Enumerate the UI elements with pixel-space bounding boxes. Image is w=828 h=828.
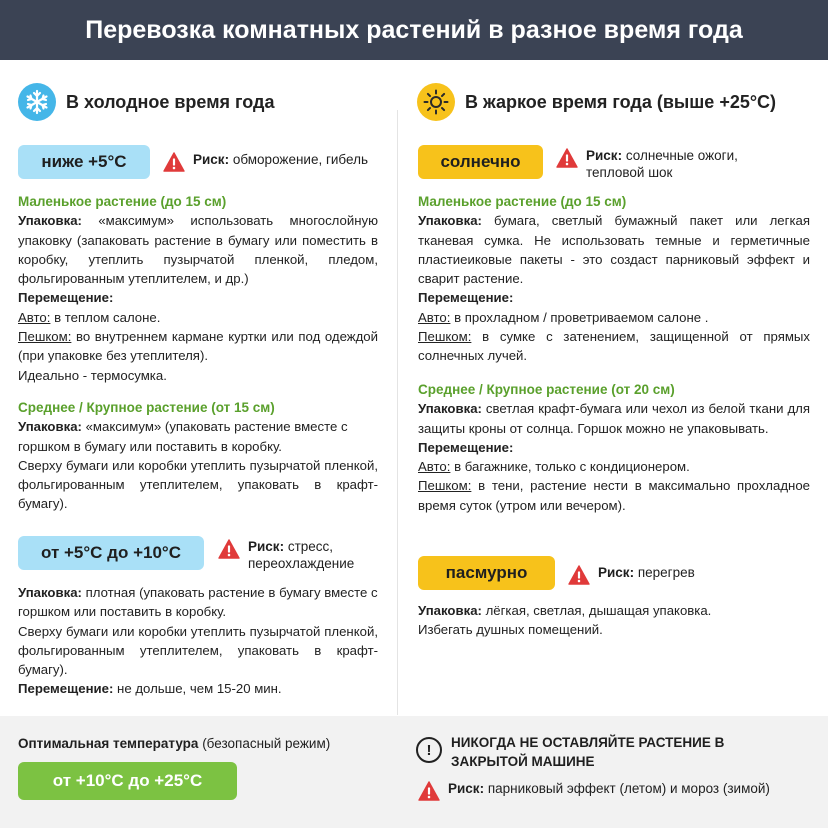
cold-5-to-10-badge: от +5°C до +10°C (18, 536, 204, 570)
cold-large-extra: Сверху бумаги или коробки утеплить пузырчатой пленкой, фольгированным утеплителем, упаковать в крафт-бумагу). (18, 457, 378, 512)
hot-small-foot: Пешком: в сумке с затенением, защищенной от прямых солнечных лучей. (418, 329, 810, 364)
cold-mild-packing: Упаковка: плотная (упаковать растение в бумагу вместе с горшком или поставить в коробку. (18, 585, 378, 620)
cold-large-plant-block (18, 398, 378, 514)
hot-large-move-label: Перемещение: (418, 439, 514, 455)
sunny-badge: солнечно (418, 145, 543, 179)
column-divider (397, 110, 398, 715)
hot-risk-2: Риск: перегрев (568, 564, 695, 585)
hot-section-heading (417, 83, 776, 121)
cold-below-5-badge: ниже +5°C (18, 145, 150, 179)
hot-small-heading: Маленькое растение (до 15 см) (418, 194, 627, 209)
hot-large-auto: Авто: в багажнике, только с кондиционером. (418, 459, 690, 475)
hot-small-auto: Авто: в прохладном / проветриваемом салоне . (418, 309, 709, 325)
cold-large-heading: Среднее / Крупное растение (от 15 см) (18, 400, 275, 415)
cold-risk-1: Риск: обморожение, гибель (163, 151, 368, 172)
hot-small-plant-block (418, 192, 810, 366)
warning-triangle-icon (556, 148, 578, 168)
snowflake-icon (18, 83, 56, 121)
sun-icon (417, 83, 455, 121)
hot-small-packing: Упаковка: бумага, светлый бумажный пакет или легкая тканевая сумка. Не использовать темные и герметичные пластиеиковые пакеты - это создаст парниковый эффект и сварит растение. (418, 213, 810, 287)
hot-risk-1: Риск: солнечные ожоги, тепловой шок (556, 147, 776, 181)
optimal-temperature-label: Оптимальная температура (безопасный режим) (18, 736, 331, 751)
hot-cloudy-extra: Избегать душных помещений. (418, 622, 603, 638)
optimal-range-badge: от +10°C до +25°C (18, 762, 237, 800)
cold-small-move-label: Перемещение: (18, 290, 114, 306)
hot-cloudy-block (418, 601, 810, 640)
hot-large-plant-block (418, 380, 810, 515)
hot-large-heading: Среднее / Крупное растение (от 20 см) (418, 382, 675, 397)
cold-section-heading (18, 83, 274, 121)
warning-triangle-icon (568, 565, 590, 585)
footer-risk: Риск: парниковый эффект (летом) и мороз (зимой) (418, 780, 770, 801)
car-warning-text: НИКОГДА НЕ ОСТАВЛЯЙТЕ РАСТЕНИЕ В ЗАКРЫТОЙ МАШИНЕ (451, 735, 725, 769)
warning-triangle-icon (418, 781, 440, 801)
warning-triangle-icon (218, 539, 240, 559)
hot-small-move-label: Перемещение: (418, 290, 514, 306)
cold-small-foot: Пешком: во внутреннем кармане куртки или под одеждой (при упаковке без утеплителя). (18, 329, 378, 364)
cold-mild-extra: Сверху бумаги или коробки утеплить пузырчатой пленкой, фольгированным утеплителем, упаковать в крафт-бумагу). (18, 623, 378, 678)
cold-heading-text: В холодное время года (66, 91, 275, 112)
cold-small-auto: Авто: в теплом салоне. (18, 309, 161, 325)
cold-small-packing: Упаковка: «максимум» использовать многослойную упаковку (запаковать растение в бумагу или поместить в коробку, утеплить пузырчатой пленкой, пледом, фольгированным утеплителем, и др.) (18, 213, 378, 287)
hot-heading-text: В жаркое время года (выше +25°C) (465, 91, 777, 112)
cold-small-heading: Маленькое растение (до 15 см) (18, 194, 227, 209)
cold-small-plant-block (18, 192, 378, 385)
cold-mild-move: Перемещение: не дольше, чем 15-20 мин. (18, 681, 282, 697)
cold-risk-2: Риск: стресс, переохлаждение (218, 538, 388, 572)
exclamation-circle-icon: ! (416, 737, 442, 763)
page-title: Перевозка комнатных растений в разное время года (0, 0, 828, 60)
hot-cloudy-packing: Упаковка: лёгкая, светлая, дышащая упаковка. (418, 603, 712, 618)
hot-large-foot: Пешком: в тени, растение нести в максимально прохладное время суток (утром или вечером). (418, 478, 810, 513)
cold-mild-block (18, 583, 378, 699)
warning-triangle-icon (163, 152, 185, 172)
hot-large-packing: Упаковка: светлая крафт-бумага или чехол из белой ткани для защиты кроны от солнца. Горшок можно не упаковывать. (418, 401, 810, 436)
cloudy-badge: пасмурно (418, 556, 555, 590)
cold-small-ideal: Идеально - термосумка. (18, 367, 167, 383)
cold-large-packing: Упаковка: «максимум» (упаковать растение вместе с горшком в бумагу или поставить в коробку. (18, 419, 348, 454)
